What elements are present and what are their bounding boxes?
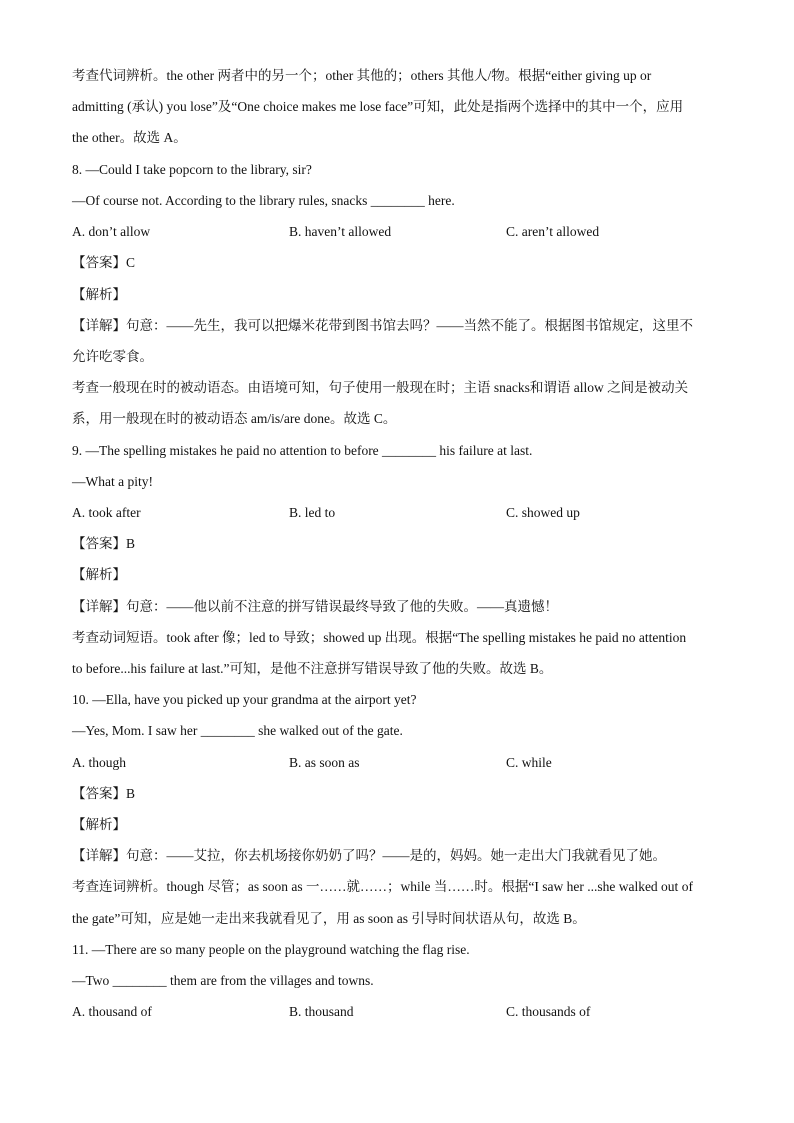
detail-line: to before...his failure at last.”可知，是他不注意拼写错误导致了他的失败。故选 B。 [72,661,553,676]
detail-line: 【详解】句意：——先生，我可以把爆米花带到图书馆去吗？——当然不能了。根据图书馆规定，这里不 [72,318,693,333]
option-c: C. thousands of [506,1004,591,1019]
detail-line: 考查连词辨析。though 尽管；as soon as 一……就……；while 当……时。根据“I saw her ...she walked out of [72,879,693,894]
option-c: C. while [506,755,552,770]
answer-label: 【答案】C [72,255,136,270]
analysis-label: 【解析】 [72,817,126,832]
detail-line: the gate”可知，应是她一走出来我就看见了，用 as soon as 引导时间状语从句，故选 B。 [72,911,586,926]
answer-label: 【答案】B [72,786,136,801]
option-b: B. led to [289,505,336,520]
question-8-reply: —Of course not. According to the library rules, snacks ________ here. [72,193,455,208]
option-a: A. took after [72,505,141,520]
detail-line: 考查动词短语。took after 像；led to 导致；showed up 出现。根据“The spelling mistakes he paid no attention [72,630,687,645]
option-c: C. aren’t allowed [506,224,600,239]
option-c: C. showed up [506,505,580,520]
detail-line: 系，用一般现在时的被动语态 am/is/are done。故选 C。 [72,411,397,426]
text-line: the other。故选 A。 [72,130,187,145]
detail-line: 考查一般现在时的被动语态。由语境可知，句子使用一般现在时；主语 snacks和谓语 allow 之间是被动关 [72,380,689,395]
detail-line: 允许吃零食。 [72,349,153,364]
question-10-reply: —Yes, Mom. I saw her ________ she walked out of the gate. [72,723,403,738]
option-b: B. as soon as [289,755,360,770]
text-line: admitting (承认) you lose”及“One choice makes me lose face”可知，此处是指两个选择中的其中一个，应用 [72,99,684,114]
detail-line: 【详解】句意：——他以前不注意的拼写错误最终导致了他的失败。——真遗憾！ [72,599,558,614]
option-b: B. thousand [289,1004,354,1019]
question-9-reply: —What a pity! [72,474,153,489]
question-11: 11. —There are so many people on the playground watching the flag rise. [72,942,470,957]
option-a: A. though [72,755,126,770]
text-line: 考查代词辨析。the other 两者中的另一个；other 其他的；others 其他人/物。根据“either giving up or [72,68,652,83]
option-b: B. haven’t allowed [289,224,392,239]
question-8: 8. —Could I take popcorn to the library, sir? [72,162,312,177]
question-10: 10. —Ella, have you picked up your grandma at the airport yet? [72,692,417,707]
question-9: 9. —The spelling mistakes he paid no attention to before ________ his failure at last. [72,443,533,458]
question-11-reply: —Two ________ them are from the villages and towns. [72,973,374,988]
detail-line: 【详解】句意：——艾拉，你去机场接你奶奶了吗？——是的，妈妈。她一走出大门我就看见了她。 [72,848,666,863]
analysis-label: 【解析】 [72,287,126,302]
answer-label: 【答案】B [72,536,136,551]
analysis-label: 【解析】 [72,567,126,582]
option-a: A. thousand of [72,1004,152,1019]
option-a: A. don’t allow [72,224,151,239]
